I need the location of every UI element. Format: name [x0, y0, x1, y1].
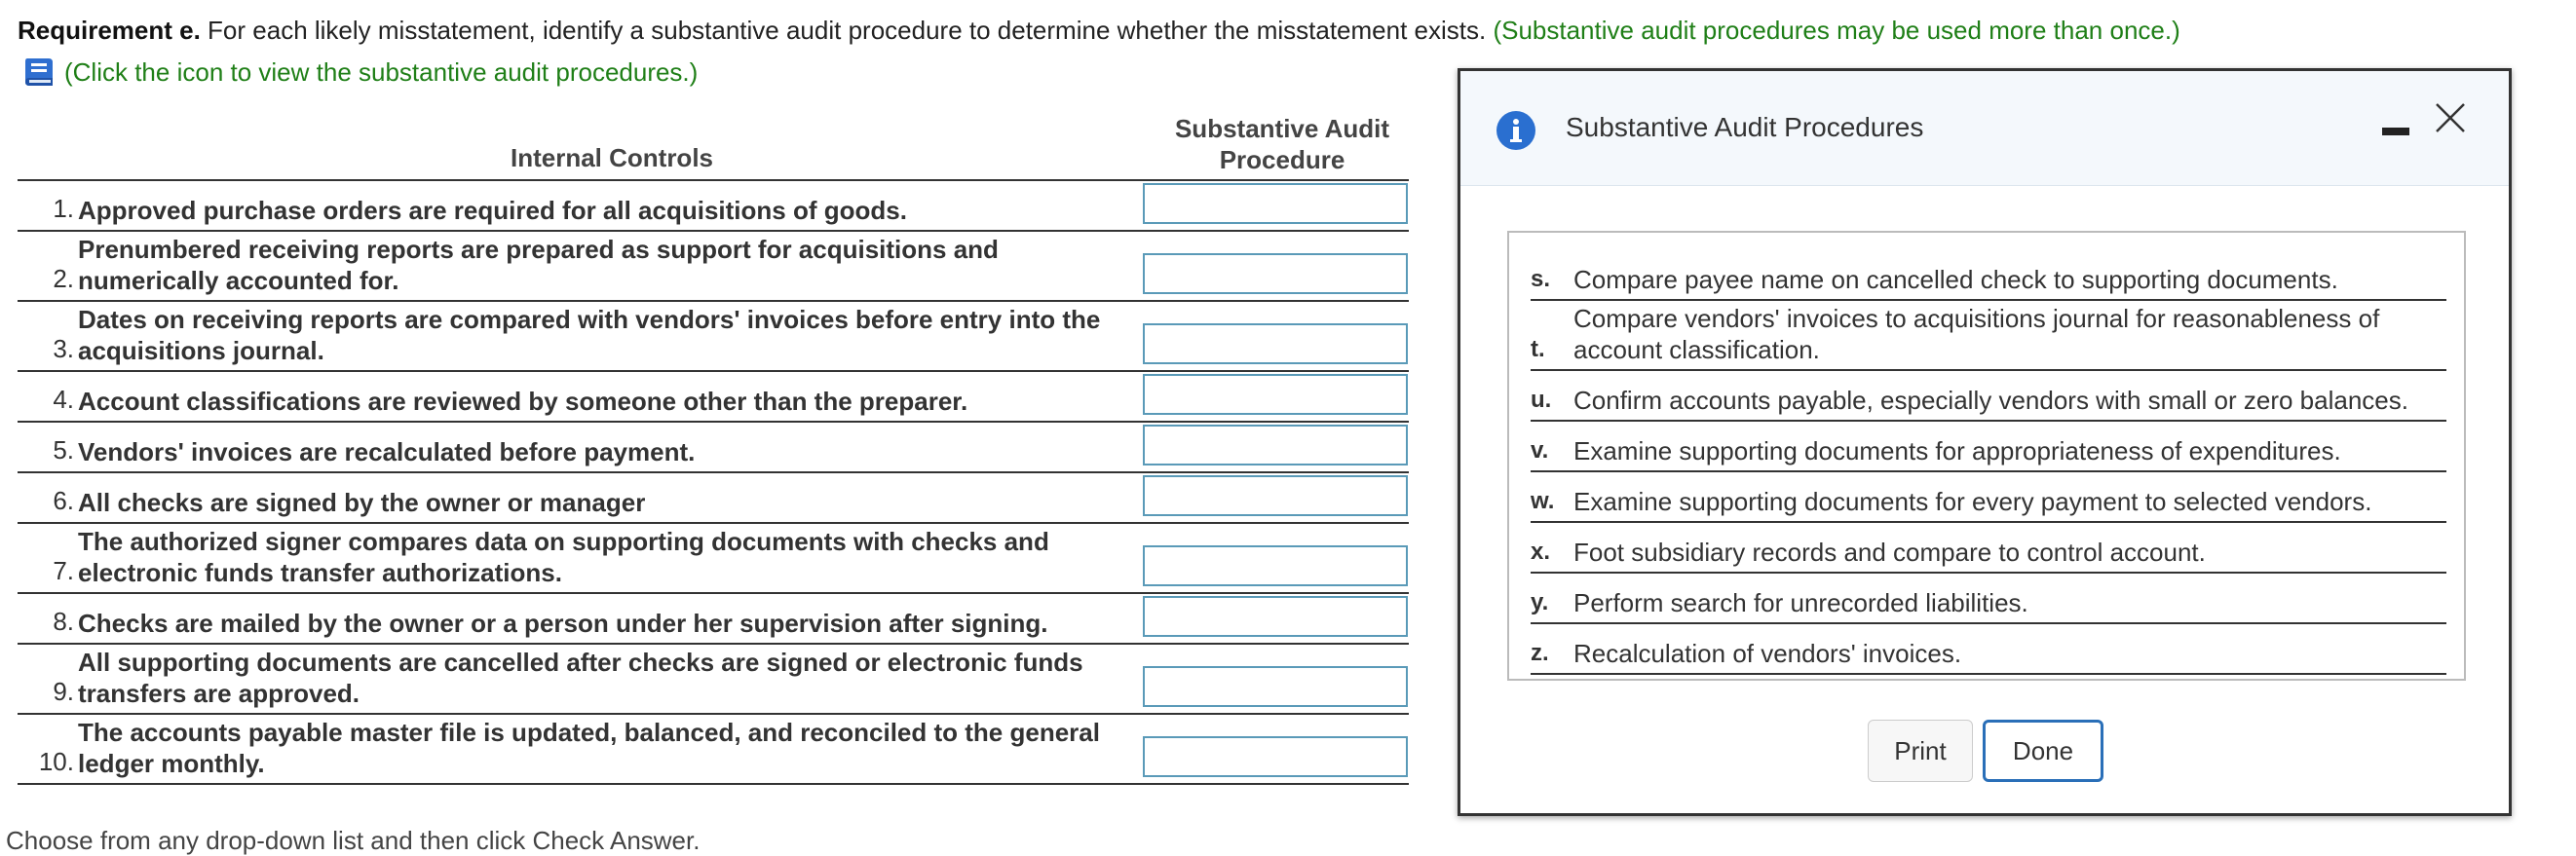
table-row: [18, 715, 1409, 785]
table-header: [18, 111, 1409, 181]
list-item: [1531, 523, 2446, 574]
requirement-note: (Substantive audit procedures may be used more than once.): [1493, 16, 2180, 45]
procedures-list: [1507, 231, 2466, 681]
procedure-letter: u.: [1531, 387, 1552, 413]
row-number: 10.: [38, 747, 74, 776]
procedure-letter: t.: [1531, 336, 1545, 362]
row-number: 2.: [53, 264, 74, 293]
list-item: [1531, 574, 2446, 624]
dialog-title: Substantive Audit Procedures: [1566, 112, 1924, 142]
list-item: [1531, 422, 2446, 472]
procedure-select[interactable]: [1143, 596, 1408, 637]
table-row: [18, 524, 1409, 594]
row-number: 8.: [53, 607, 74, 636]
table-row: [18, 645, 1409, 715]
procedures-link-text[interactable]: (Click the icon to view the substantive audit procedures.): [64, 56, 699, 87]
procedure-letter: s.: [1531, 266, 1551, 292]
column-header-procedure-line2: Procedure: [1219, 145, 1345, 174]
row-number: 6.: [53, 486, 74, 515]
footer-instruction: Choose from any drop-down list and then click Check Answer.: [6, 826, 701, 855]
procedure-text: Recalculation of vendors' invoices.: [1573, 639, 1962, 668]
procedure-select[interactable]: [1143, 323, 1408, 364]
list-item: [1531, 371, 2446, 422]
row-control-text: The authorized signer compares data on supporting documents with checks and electronic funds transfer authorizations.: [78, 527, 1049, 587]
minimize-icon[interactable]: [2382, 120, 2411, 141]
row-control-text: Checks are mailed by the owner or a person under her supervision after signing.: [78, 609, 1048, 638]
row-control-text: All checks are signed by the owner or manager: [78, 488, 646, 517]
procedure-select[interactable]: [1143, 666, 1408, 707]
dialog-header: [1460, 71, 2509, 186]
row-control-text: Approved purchase orders are required for all acquisitions of goods.: [78, 196, 907, 225]
procedure-text: Confirm accounts payable, especially vendors with small or zero balances.: [1573, 386, 2408, 415]
row-control-text: The accounts payable master file is updated, balanced, and reconciled to the general ledger monthly.: [78, 718, 1100, 778]
procedure-text: Examine supporting documents for appropriateness of expenditures.: [1573, 436, 2341, 465]
procedure-select[interactable]: [1143, 374, 1408, 415]
list-item: [1531, 301, 2446, 371]
list-item: [1531, 624, 2446, 675]
row-control-text: Dates on receiving reports are compared with vendors' invoices before entry into the acquisitions journal.: [78, 305, 1101, 365]
row-number: 4.: [53, 385, 74, 414]
row-control-text: All supporting documents are cancelled after checks are signed or electronic funds transfers are approved.: [78, 648, 1083, 708]
procedure-select[interactable]: [1143, 183, 1408, 224]
row-control-text: Account classifications are reviewed by someone other than the preparer.: [78, 387, 968, 416]
table-row: [18, 232, 1409, 302]
info-icon: [1496, 110, 1536, 151]
book-icon[interactable]: [19, 53, 58, 92]
procedures-dialog: [1458, 68, 2512, 816]
row-control-text: Prenumbered receiving reports are prepared as support for acquisitions and numerically accounted for.: [78, 235, 999, 295]
requirement-text: For each likely misstatement, identify a substantive audit procedure to determine whether the misstatement exists.: [200, 16, 1494, 45]
procedure-select[interactable]: [1143, 425, 1408, 465]
internal-controls-table: [18, 111, 1409, 785]
procedure-text: Perform search for unrecorded liabilities.: [1573, 588, 2028, 617]
table-row: [18, 594, 1409, 645]
column-header-procedure-line1: Substantive Audit: [1174, 114, 1390, 143]
list-item: [1531, 472, 2446, 523]
procedure-select[interactable]: [1143, 545, 1408, 586]
column-header-substantive-procedure: [1155, 113, 1409, 175]
procedure-letter: v.: [1531, 437, 1549, 464]
row-number: 1.: [53, 194, 74, 223]
table-row: [18, 423, 1409, 473]
row-number: 5.: [53, 435, 74, 465]
column-header-internal-controls: Internal Controls: [510, 143, 713, 172]
procedures-link-line: [19, 53, 698, 92]
row-number: 9.: [53, 677, 74, 706]
requirement-label: Requirement e.: [18, 16, 201, 45]
row-control-text: Vendors' invoices are recalculated before payment.: [78, 437, 696, 466]
table-row: [18, 473, 1409, 524]
procedure-text: Compare payee name on cancelled check to supporting documents.: [1573, 265, 2338, 294]
procedure-letter: w.: [1531, 488, 1555, 514]
procedure-text: Examine supporting documents for every payment to selected vendors.: [1573, 487, 2372, 516]
requirement-line: [18, 14, 2180, 47]
procedure-text: Compare vendors' invoices to acquisitions journal for reasonableness of account classification.: [1573, 304, 2380, 364]
procedure-text: Foot subsidiary records and compare to control account.: [1573, 538, 2206, 567]
procedure-select[interactable]: [1143, 475, 1408, 516]
list-item: [1531, 248, 2446, 301]
procedure-letter: y.: [1531, 589, 1549, 615]
procedure-letter: x.: [1531, 539, 1551, 565]
procedure-letter: z.: [1531, 640, 1549, 666]
table-row: [18, 372, 1409, 423]
row-number: 7.: [53, 556, 74, 585]
table-row: [18, 181, 1409, 232]
procedure-select[interactable]: [1143, 253, 1408, 294]
procedure-select[interactable]: [1143, 736, 1408, 777]
close-icon[interactable]: [2431, 98, 2470, 137]
row-number: 3.: [53, 334, 74, 363]
table-row: [18, 302, 1409, 372]
print-button[interactable]: Print: [1868, 720, 1973, 782]
done-button[interactable]: Done: [1983, 720, 2103, 782]
